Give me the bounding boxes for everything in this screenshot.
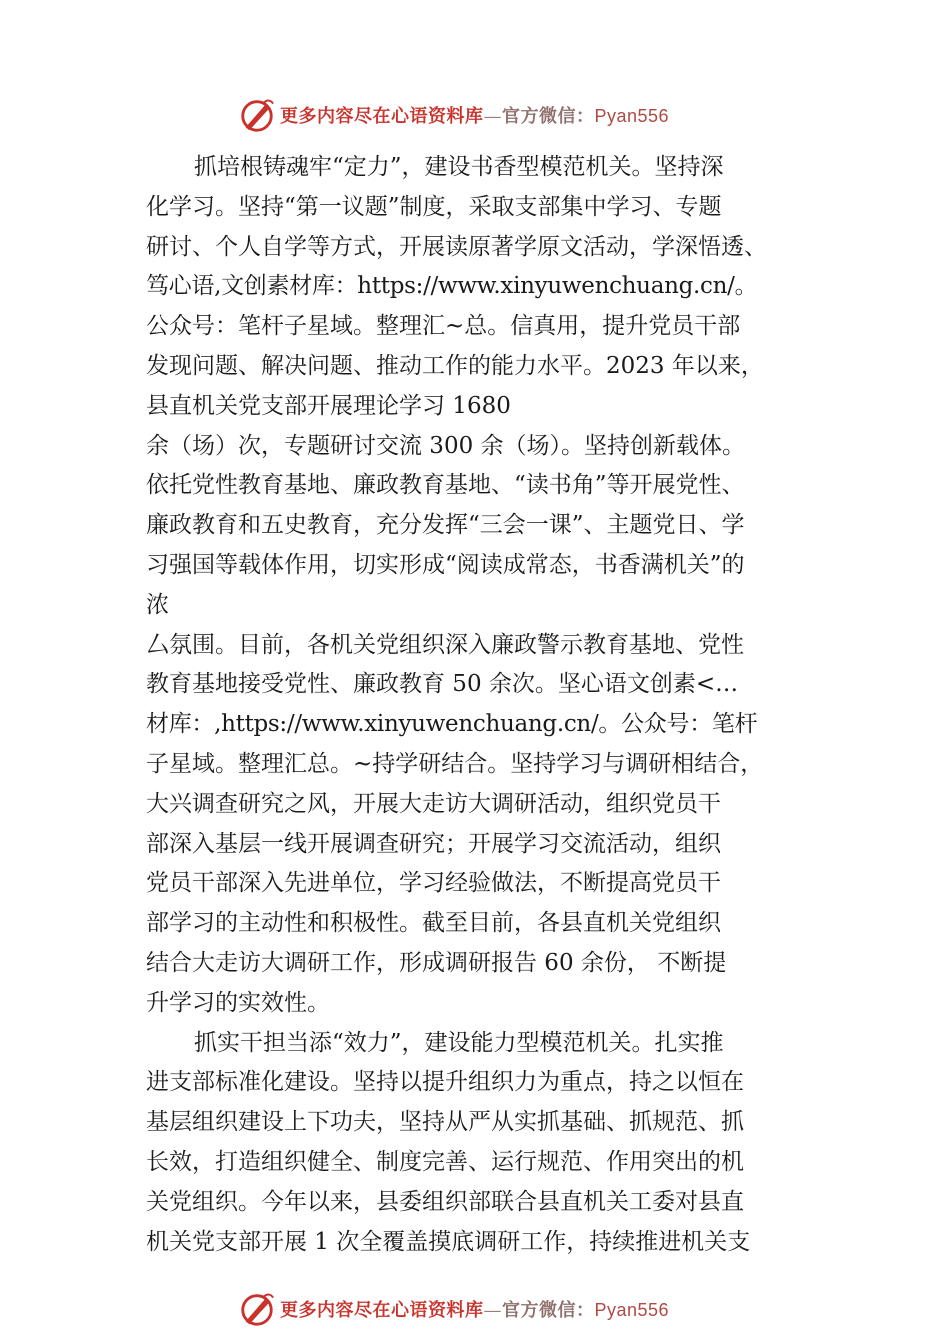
text-line: 习强国等载体作用，切实形成“阅读成常态，书香满机关”的	[146, 551, 745, 578]
body-text	[146, 148, 846, 1262]
watermark-id: Pyan556	[594, 1300, 670, 1320]
text-line: 厶氛围。目前，各机关党组织深入廉政警示教育基地、党性	[146, 631, 744, 658]
text-line: 关党组织。今年以来，县委组织部联合县直机关工委对县直	[146, 1188, 744, 1215]
watermark-text	[280, 1296, 669, 1322]
text-line: 笃心语,文创素材库：https://www.xinyuwenchuang.cn/。	[146, 273, 758, 300]
text-line: 材库：,https://www.xinyuwenchuang.cn/。公众号：笔杆	[146, 711, 758, 738]
watermark-sep: —	[483, 106, 502, 127]
text-line: 大兴调查研究之风，开展大走访大调研活动，组织党员干	[146, 790, 721, 817]
text-line: 机关党支部开展 1 次全覆盖摸底调研工作，持续推进机关支	[146, 1228, 751, 1255]
text-line: 发现问题、解决问题、推动工作的能力水平。2023 年以来，	[146, 352, 764, 379]
text-line: 基层组织建设上下功夫，坚持从严从实抓基础、抓规范、抓	[146, 1109, 744, 1136]
pen-circle-logo-icon	[238, 1290, 276, 1328]
text-line: 进支部标准化建设。坚持以提升组织力为重点，持之以恒在	[146, 1069, 744, 1096]
watermark-label: 官方微信：	[502, 106, 595, 127]
watermark-main: 更多内容尽在心语资料库	[280, 1300, 484, 1321]
text-line: 研讨、个人自学等方式，开展读原著学原文活动，学深悟透、	[146, 233, 767, 260]
watermark-header	[238, 95, 669, 135]
text-line: 长效，打造组织健全、制度完善、运行规范、作用突出的机	[146, 1148, 744, 1175]
text-line: 县直机关党支部开展理论学习 1680	[146, 392, 511, 419]
text-line: 化学习。坚持“第一议题”制度，采取支部集中学习、专题	[146, 193, 722, 220]
text-line: 部深入基层一线开展调查研究；开展学习交流活动，组织	[146, 830, 721, 857]
text-line: 抓实干担当添“效力”，建设能力型模范机关。扎实推	[194, 1029, 724, 1056]
text-line: 抓培根铸魂牢“定力”，建设书香型模范机关。坚持深	[194, 154, 724, 180]
watermark-sep: —	[483, 1300, 502, 1321]
watermark-text	[280, 102, 669, 128]
text-line: 教育基地接受党性、廉政教育 50 余次。坚心语文创素<…	[146, 671, 739, 698]
text-line: 子星域。整理汇总。~持学研结合。坚持学习与调研相结合，	[146, 750, 764, 777]
watermark-label: 官方微信：	[502, 1300, 595, 1321]
text-line: 结合大走访大调研工作，形成调研报告 60 余份， 不断提	[146, 949, 727, 976]
text-line: 部学习的主动性和积极性。截至目前，各县直机关党组织	[146, 910, 721, 937]
text-line: 浓	[146, 591, 169, 618]
text-line: 升学习的实效性。	[146, 989, 330, 1016]
pen-circle-logo-icon	[238, 96, 276, 134]
text-line: 余（场）次，专题研讨交流 300 余（场）。坚持创新载体。	[146, 432, 746, 459]
text-line: 依托党性教育基地、廉政教育基地、“读书角”等开展党性、	[146, 472, 745, 499]
watermark-id: Pyan556	[594, 106, 670, 126]
text-line: 党员干部深入先进单位，学习经验做法，不断提高党员干	[146, 870, 721, 897]
text-line: 廉政教育和五史教育，充分发挥“三会一课”、主题党日、学	[146, 512, 745, 539]
watermark-footer	[238, 1289, 669, 1329]
watermark-main: 更多内容尽在心语资料库	[280, 106, 484, 127]
text-line: 公众号：笔杆子星域。整理汇~总。信真用，提升党员干部	[146, 313, 741, 340]
